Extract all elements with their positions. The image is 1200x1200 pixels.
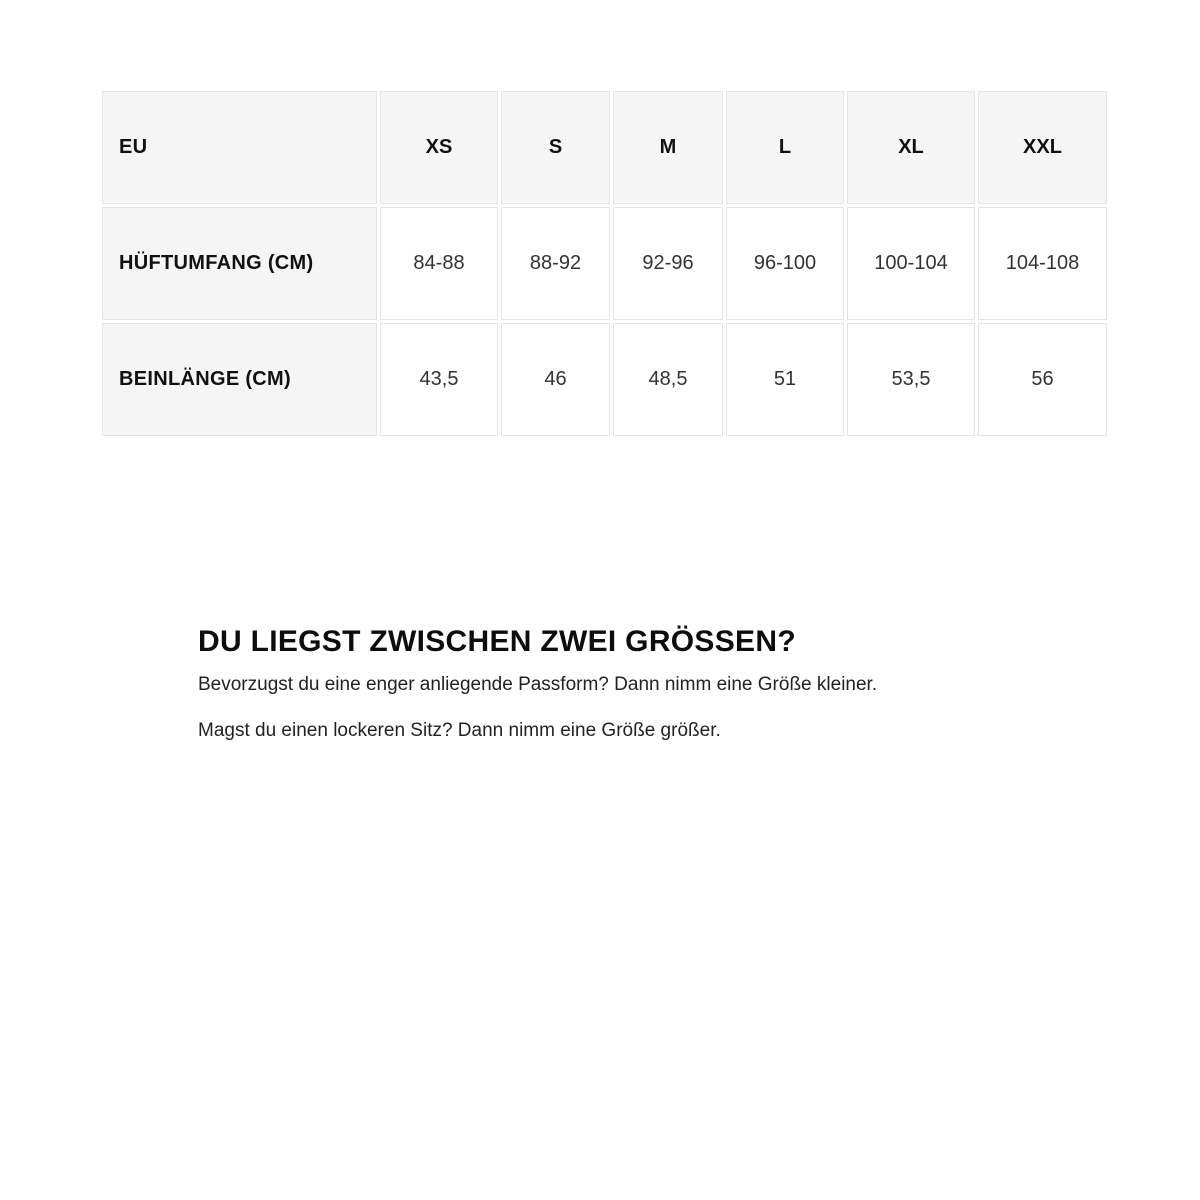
row-label-leg-length: BEINLÄNGE (CM): [102, 323, 377, 436]
advice-title: DU LIEGST ZWISCHEN ZWEI GRÖSSEN?: [198, 625, 796, 658]
table-cell: 84-88: [380, 207, 498, 320]
row-label-hip: HÜFTUMFANG (CM): [102, 207, 377, 320]
table-row-leg-length: [102, 323, 1107, 436]
table-cell: 92-96: [613, 207, 723, 320]
header-label-eu: EU: [102, 91, 377, 204]
advice-text-larger: Magst du einen lockeren Sitz? Dann nimm eine Größe größer.: [198, 720, 721, 741]
header-size-s: S: [501, 91, 610, 204]
table-cell: 88-92: [501, 207, 610, 320]
table-cell: 96-100: [726, 207, 844, 320]
table-row-hip: [102, 207, 1107, 320]
table-cell: 51: [726, 323, 844, 436]
advice-text-smaller: Bevorzugst du eine enger anliegende Passform? Dann nimm eine Größe kleiner.: [198, 674, 878, 695]
table-cell: 48,5: [613, 323, 723, 436]
header-size-m: M: [613, 91, 723, 204]
header-size-xs: XS: [380, 91, 498, 204]
table-cell: 100-104: [847, 207, 975, 320]
table-cell: 53,5: [847, 323, 975, 436]
header-size-xxl: XXL: [978, 91, 1107, 204]
table-cell: 104-108: [978, 207, 1107, 320]
header-size-l: L: [726, 91, 844, 204]
size-chart-table: [99, 88, 1110, 439]
table-cell: 56: [978, 323, 1107, 436]
table-header-row: [102, 91, 1107, 204]
table-cell: 43,5: [380, 323, 498, 436]
table-cell: 46: [501, 323, 610, 436]
header-size-xl: XL: [847, 91, 975, 204]
size-advice-section: [198, 622, 1098, 744]
